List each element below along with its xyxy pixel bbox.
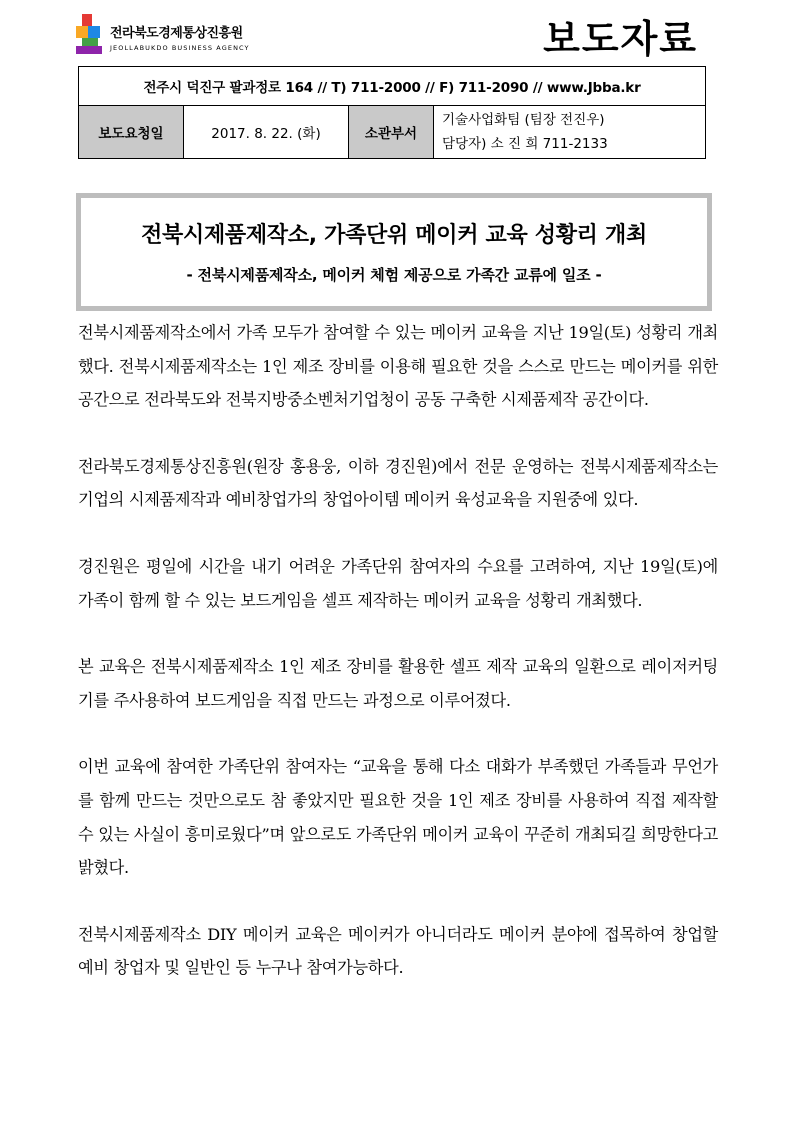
article-body — [78, 316, 718, 985]
contact-value: 담당자) 소 진 희 711-2133 — [442, 136, 608, 152]
headline: 전북시제품제작소, 가족단위 메이커 교육 성황리 개최 — [141, 223, 647, 248]
paragraph: 경진원은 평일에 시간을 내기 어려운 가족단위 참여자의 수요를 고려하여, 지난 19일(토)에 가족이 함께 할 수 있는 보드게임을 셀프 제작하는 메이커 교육을 성황리 개최했다. — [78, 556, 718, 610]
paragraph: 전북시제품제작소 DIY 메이커 교육은 메이커가 아니더라도 메이커 분야에 접목하여 창업할 예비 창업자 및 일반인 등 누구나 참여가능하다. — [78, 924, 718, 978]
subheadline: - 전북시제품제작소, 메이커 체험 제공으로 가족간 교류에 일조 - — [186, 266, 602, 284]
document-type-title: 보도자료 — [543, 17, 698, 61]
department-value: 기술사업화팀 (팀장 전진우) — [442, 112, 605, 128]
paragraph: 전북시제품제작소에서 가족 모두가 참여할 수 있는 메이커 교육을 지난 19일(토) 성황리 개최했다. 전북시제품제작소는 1인 제조 장비를 이용해 필요한 것을 스스로 만드는 메이커를 위한 공간으로 전라북도와 전북지방중소벤처기업청이 공동 구축한 시제품제작 공간이다. — [78, 323, 718, 410]
paragraph: 이번 교육에 참여한 가족단위 참여자는 “교육을 통해 다소 대화가 부족했던 가족들과 무언가를 함께 만드는 것만으로도 참 좋았지만 필요한 것을 1인 제조 장비를 사용하여 직접 제작할 수 있는 사실이 흥미로웠다”며 앞으로도 가족단위 메이커 교육이 꾸준히 개최되길 희망한다고 밝혔다. — [78, 757, 718, 878]
org-logo — [76, 14, 306, 64]
department-label: 소관부서 — [349, 106, 434, 159]
request-date-value: 2017. 8. 22. (화) — [184, 106, 349, 159]
headline-box — [76, 193, 712, 311]
contact-info-table — [78, 66, 706, 159]
paragraph: 본 교육은 전북시제품제작소 1인 제조 장비를 활용한 셀프 제작 교육의 일환으로 레이저커팅기를 주사용하여 보드게임을 직접 만드는 과정으로 이루어졌다. — [78, 657, 718, 710]
department-cell — [434, 106, 706, 159]
org-name-korean: 전라북도경제통상진흥원 — [110, 26, 243, 41]
paragraph: 전라북도경제통상진흥원(원장 홍용웅, 이하 경진원)에서 전문 운영하는 전북시제품제작소는 기업의 시제품제작과 예비창업가의 창업아이템 메이커 육성교육을 지원중에 있다. — [78, 456, 718, 510]
request-date-label: 보도요청일 — [79, 106, 184, 159]
org-name-english: JEOLLABUKDO BUSINESS AGENCY — [110, 44, 250, 52]
logo-mark-icon — [76, 14, 102, 56]
address-line: 전주시 덕진구 팔과정로 164 // T) 711-2000 // F) 711-2090 // www.Jbba.kr — [79, 67, 706, 106]
